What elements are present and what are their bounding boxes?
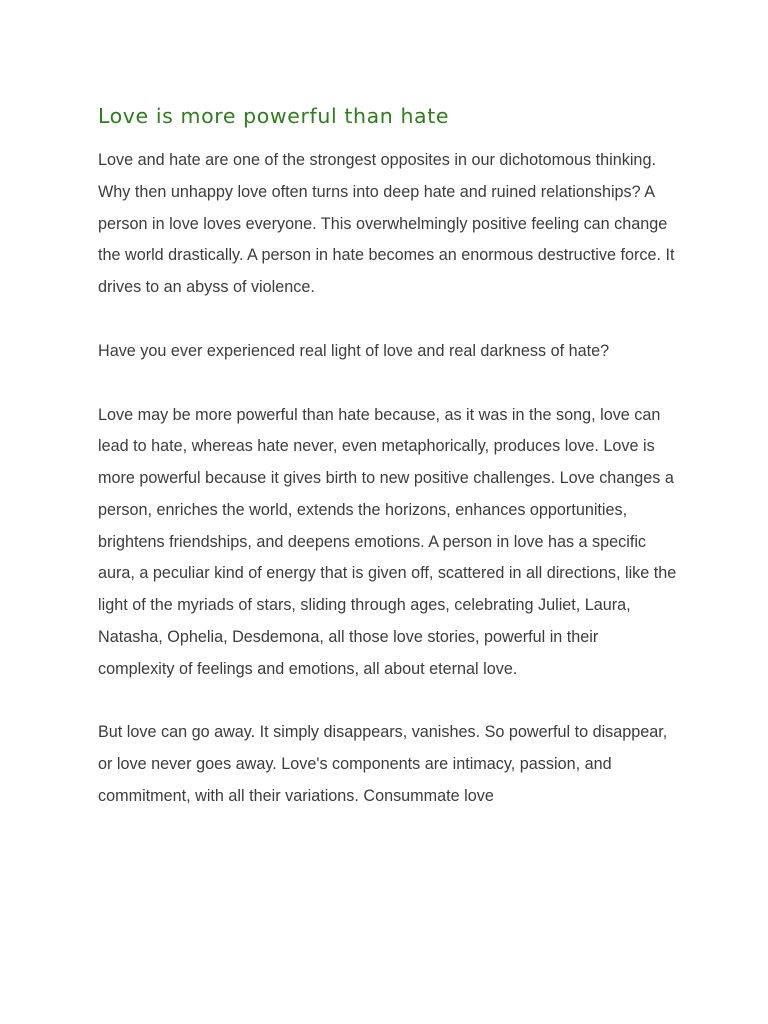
paragraph-3: Love may be more powerful than hate because, as it was in the song, love can lead to hate, whereas hate never, even metaphorically, produces love. Love is more powerful because it gives birth to new positive challenges. Love changes a person, enriches the world, extends the horizons, enhances opportunities, brightens friendships, and deepens emotions. A person in love has a specific aura, a peculiar kind of energy that is given off, scattered in all directions, like the light of the myriads of stars, sliding through ages, celebrating Juliet, Laura, Natasha, Ophelia, Desdemona, all those love stories, powerful in their complexity of feelings and emotions, all about eternal love. bbox=[98, 405, 677, 678]
document-title: Love is more powerful than hate bbox=[98, 104, 450, 128]
paragraph-2: Have you ever experienced real light of love and real darkness of hate? bbox=[98, 341, 610, 360]
paragraph-1: Love and hate are one of the strongest opposites in our dichotomous thinking. Why then unhappy love often turns into deep hate and ruined relationships? A person in love loves everyone. This overwhelmingly positive feeling can change the world drastically. A person in hate becomes an enormous destructive force. It drives to an abyss of violence. bbox=[98, 151, 675, 296]
paragraph-4: But love can go away. It simply disappears, vanishes. So powerful to disappear, or love never goes away. Love's components are intimacy, passion, and commitment, with all their variations. Consummate love bbox=[98, 723, 668, 805]
document-page bbox=[98, 100, 678, 845]
